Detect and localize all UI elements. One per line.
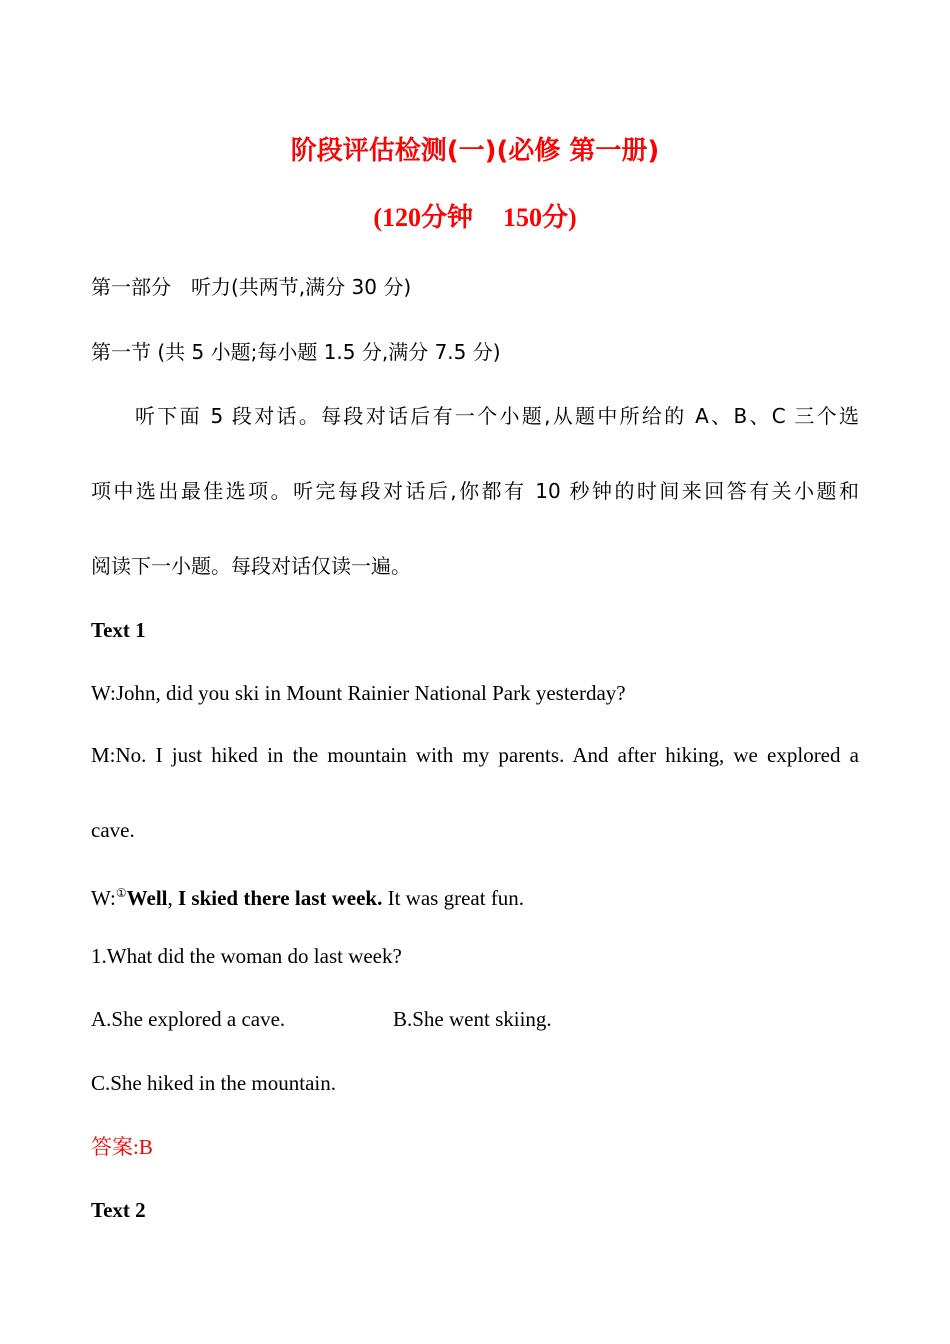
text1-line-w2 [91,880,524,911]
option-b: B.She went skiing. [393,1007,552,1031]
text2-heading: Text 2 [91,1198,146,1222]
note-marker: ① [115,886,127,900]
question-1: 1.What did the woman do last week? [91,944,402,968]
option-c: C.She hiked in the mountain. [91,1071,336,1095]
text1-heading: Text 1 [91,618,146,642]
text1-line-m1b: cave. [91,818,135,842]
key-phrase-well: Well [126,886,168,910]
line-rest: It was great fun. [387,886,525,910]
document-title: 阶段评估检测(一)(必修 第一册) [290,136,660,166]
time-close-paren: ) [568,203,577,232]
key-sentence: I skied there last week. [178,886,383,910]
exam-time-score [0,202,950,234]
instructions-line-3: 阅读下一小题。每段对话仅读一遍。 [91,554,411,578]
speaker-prefix: W: [91,886,116,910]
instructions-line-2: 项中选出最佳选项。听完每段对话后,你都有 10 秒钟的时间来回答有关小题和 [91,479,859,503]
score-value: 150 [503,203,542,232]
comma: , [167,886,173,910]
part1-heading: 第一部分 听力(共两节,满分 30 分) [91,275,412,299]
time-unit: 分钟 [420,203,473,233]
text1-line-w1: W:John, did you ski in Mount Rainier National Park yesterday? [91,681,626,705]
score-unit: 分 [542,203,569,233]
time-open-paren: ( [373,203,382,232]
text1-line-m1a: M:No. I just hiked in the mountain with my parents. And after hiking, we explored a [91,743,859,767]
section1-heading: 第一节 (共 5 小题;每小题 1.5 分,满分 7.5 分) [91,340,501,364]
options-row-1 [91,1006,859,1032]
answer-1: 答案:B [91,1135,153,1159]
time-minutes: 120 [381,203,421,232]
instructions-line-1: 听下面 5 段对话。每段对话后有一个小题,从题中所给的 A、B、C 三个选 [135,404,859,428]
option-a: A.She explored a cave. [91,1007,286,1031]
